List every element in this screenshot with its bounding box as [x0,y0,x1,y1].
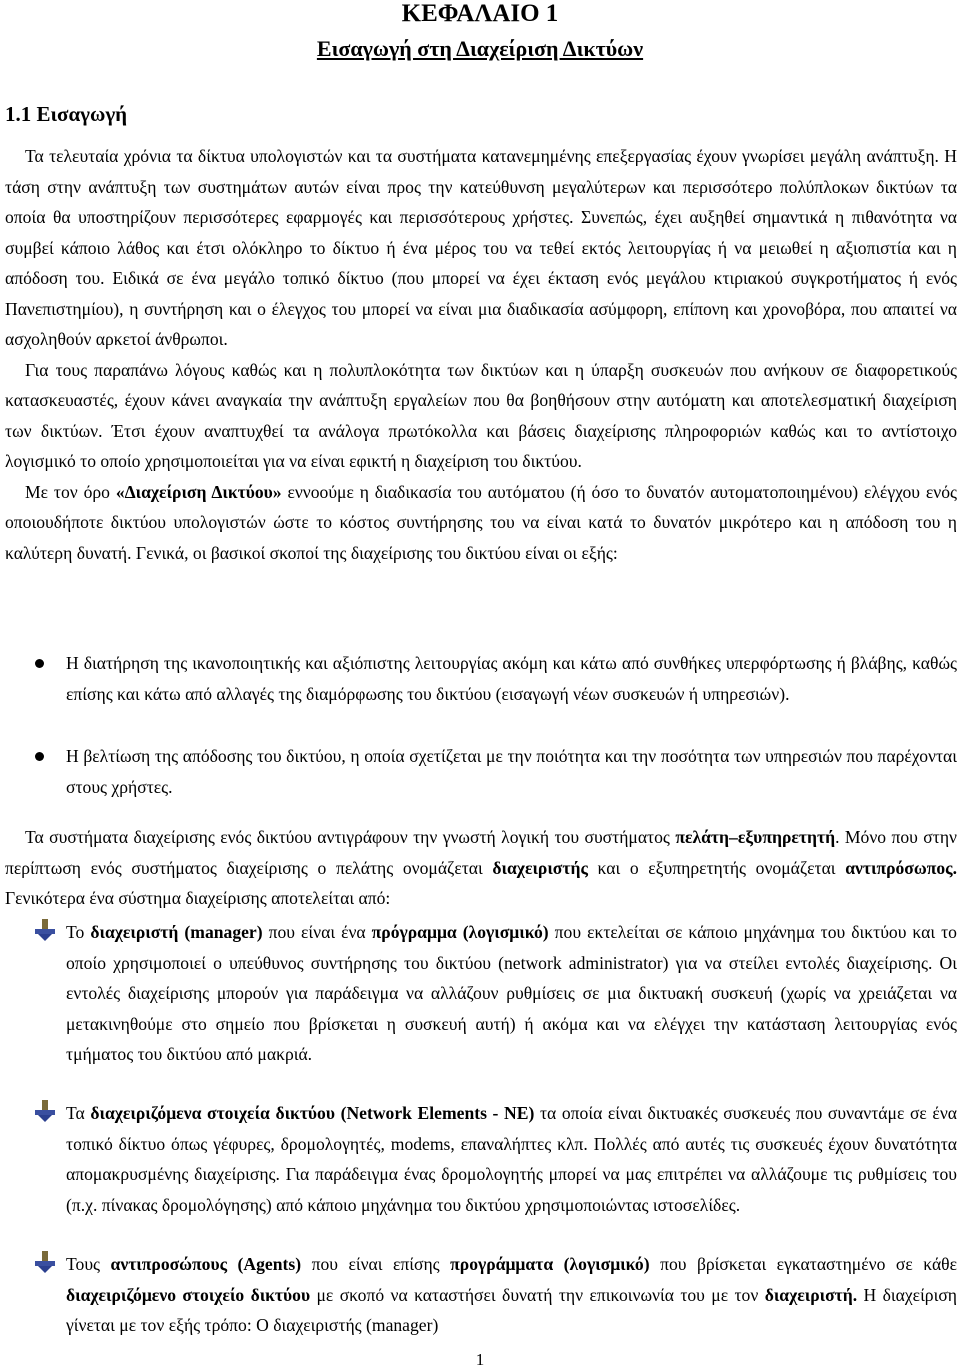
bullet-dot-icon [35,752,44,761]
bullet-item [35,648,957,709]
page-number: 1 [475,1350,485,1369]
section-heading: 1.1 Εισαγωγή [5,102,128,126]
term-client-server: πελάτη–εξυπηρετητή [675,827,836,847]
text-run: που είναι επίσης [301,1254,451,1274]
term-software: πρόγραμμα (λογισμικό) [371,922,549,942]
bullet-dot-icon [35,659,44,668]
text-run: Το [66,922,91,942]
component-item-agents [35,1249,957,1341]
arrow-down-bullet-icon [35,1251,55,1273]
component-item-manager [35,917,957,1070]
component-item-elements [35,1098,957,1220]
term-managed-element: διαχειριζόμενο στοιχείο δικτύου [66,1284,311,1305]
text-run: που βρίσκεται εγκαταστημένο σε κάθε [649,1254,957,1274]
arrow-down-bullet-icon [35,919,55,941]
intro-block [5,141,957,568]
chapter-title: ΚΕΦΑΛΑΙΟ 1 [401,0,559,27]
paragraph-4 [5,822,957,914]
paragraph-1: Τα τελευταία χρόνια τα δίκτυα υπολογιστών και τα συστήματα κατανεμημένης επεξεργασίας έχουν γνωρίσει μεγάλη ανάπτυξη. Η τάση στην ανάπτυξη των συστημάτων αυτών είναι προς την κατεύθυνση μεγαλύτερων και περισσότερο πολύπλοκων δικτύων τα οποία θα υποστηρίζουν περισσότερες εφαρμογές και περισσότερους χρήστες. Συνεπώς, έχει αυξηθεί σημαντικά η πιθανότητα να συμβεί κάποιο λάθος και έτσι ολόκληρο το δίκτυο ή ένα μέρος του να τεθεί εκτός λειτουργίας ή να μειωθεί η αξιοπιστία και η απόδοση του. Ειδικά σε ένα μεγάλο τοπικό δίκτυο (που μπορεί να έχει έκταση ενός μεγάλου κτιριακού συγκροτήματος ή ενός Πανεπιστημίου), η συντήρηση και ο έλεγχος του μπορεί να είναι μια διαδικασία ασύμφορη, επίπονη και χρονοβόρα, που απαιτεί να ασχοληθούν αρκετοί άνθρωποι. [5,146,957,349]
bullet-text: Η βελτίωση της απόδοσης του δικτύου, η οποία σχετίζεται με την ποιότητα και την ποσότητα των υπηρεσιών που παρέχονται στους χρήστες. [66,746,957,797]
component-text [66,1249,957,1341]
term-agents: αντιπροσώπους (Agents) [110,1254,302,1274]
paragraph-2: Για τους παραπάνω λόγους καθώς και η πολυπλοκότητα των δικτύων και η ύπαρξη συσκευών που ανήκουν σε διαφορετικούς κατασκευαστές, έχουν κάνει αναγκαία την ανάπτυξη εργαλείων που θα βοηθήσουν στην αυτόματη και αποτελεσματική διαχείριση των δικτύων. Έτσι έχουν αναπτυχθεί τα ανάλογα πρωτόκολλα και βάσεις διαχείρισης πληροφοριών καθώς και το αντίστοιχο λογισμικό το οποίο χρησιμοποιείται για να είναι εφικτή η διαχείριση του δικτύου. [5,359,957,471]
text-run: που εκτελείται σε κάποιο μηχάνημα του δικτύου και το οποίο χρησιμοποιεί ο υπεύθυνος συντήρησης του δικτύου (network administrator) για να στείλει εντολές διαχείρισης. Οι εντολές διαχείρισης μπορούν για παράδειγμα να αλλάζουν ρυθμίσεις σε μια δικτυακή συσκευή (χωρίς να χρειάζεται να μετακινηθούμε στο σημείο που βρίσκεται η συσκευή αυτή) ή ακόμα και να ελέγχει την κατάσταση λειτουργίας ενός τμήματος του δικτύου από μακριά. [66,922,957,1064]
chapter-subtitle: Εισαγωγή στη Διαχείριση Δικτύων [316,36,644,61]
paragraph-4-text-end: Γενικότερα ένα σύστημα διαχείρισης αποτελείται από: [5,888,391,908]
paragraph-3 [5,477,957,569]
client-server-paragraph-block [5,822,957,914]
term-agent: αντιπρόσωπος. [845,857,957,878]
text-run: Τους [66,1254,111,1274]
paragraph-4-text-cont: . Μόνο που στην περίπτωση ενός συστήματος διαχείρισης ο πελάτης ονομάζεται [5,827,958,878]
bullet-item [35,741,957,802]
arrow-down-bullet-icon [35,1100,55,1122]
term-manager: διαχειριστής [492,857,588,878]
component-text [66,1098,957,1220]
paragraph-3-text-cont: εννοούμε η διαδικασία του αυτόματου (ή όσο το δυνατόν αυτοματοποιημένου) ελέγχου ενός οποιουδήποτε δικτύου υπολογιστών ώστε το κόστος συντήρησης του να είναι κατά το δυνατόν μικρότερο και η απόδοση του η καλύτερη δυνατή. Γενικά, οι βασικοί σκοποί της διαχείρισης του δικτύου είναι οι εξής: [5,481,957,563]
term-manager-program: διαχειριστή (manager) [90,922,263,942]
term-programs: προγράμματα (λογισμικό) [450,1254,650,1274]
paragraph-4-text: Τα συστήματα διαχείρισης ενός δικτύου αντιγράφουν την γνωστή λογική του συστήματος [25,827,676,847]
bullet-text: Η διατήρηση της ικανοποιητικής και αξιόπιστης λειτουργίας ακόμη και κάτω από συνθήκες υπερφόρτωσης ή βλάβης, καθώς επίσης και κάτω από αλλαγές της διαμόρφωσης του δικτύου (εισαγωγή νέων συσκευών ή υπηρεσιών). [66,653,957,704]
text-run: Η διαχείριση γίνεται με τον εξής τρόπο: Ο διαχειριστής (manager) [66,1284,957,1335]
text-run: που είναι ένα [262,922,372,942]
term-network-elements: διαχειριζόμενα στοιχεία δικτύου (Network Elements - NE) [90,1103,535,1123]
text-run: Τα [66,1103,91,1123]
component-text [66,917,957,1070]
text-run: τα οποία είναι δικτυακές συσκευές που συναντάμε σε ένα τοπικό δίκτυο όπως γέφυρες, δρομολογητές, modems, επαναλήπτες κλπ. Πολλές από αυτές τις συσκευές έχουν δυνατότητα απομακρυσμένης διαχείρισης. Για παράδειγμα ένας δρομολογητής μπορεί να μας επιτρέπει να αλλάζουμε τις ρυθμίσεις του (π.χ. πίνακας δρομολόγησης) από κάποιο μηχάνημα του δικτύου χρησιμοποιώντας ιστοσελίδες. [66,1103,957,1215]
paragraph-4-text-cont2: και ο εξυπηρετητής ονομάζεται [587,857,846,878]
term-manager-ref: διαχειριστή. [764,1284,858,1305]
term-network-management: «Διαχείριση Δικτύου» [115,481,282,502]
paragraph-3-text: Με τον όρο [25,481,116,502]
text-run: με σκοπό να καταστήσει δυνατή την επικοινωνία του με τον [310,1284,765,1305]
